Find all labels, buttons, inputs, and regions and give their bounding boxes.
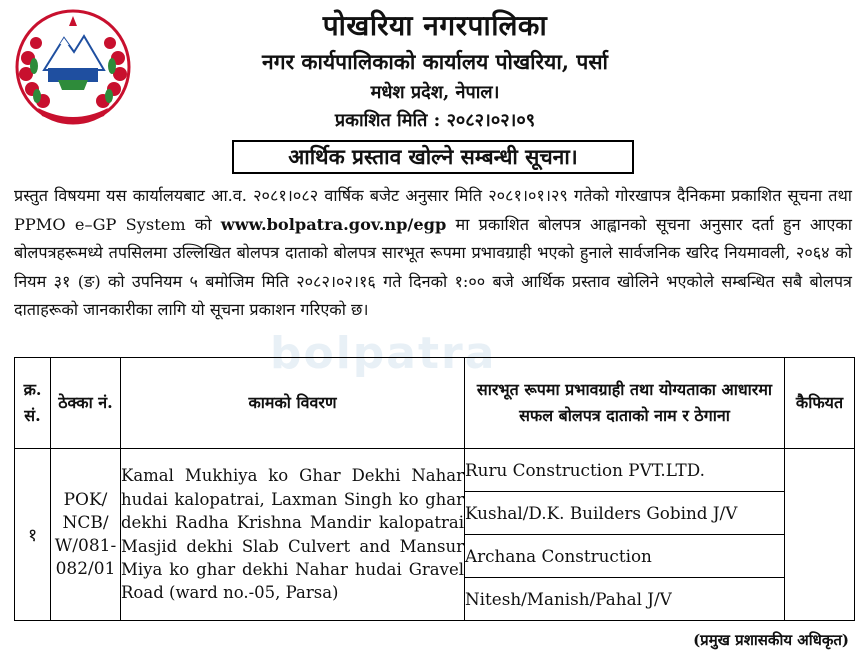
body-part-2: मा प्रकाशित बोलपत्र आह्वानको सूचना अनुसार दर्ता हुन आएका बोलपत्रहरूमध्ये तपसिलमा उल्लिखित बोलपत्र दाताको बोलपत्र सारभूत रूपमा प्रभावग्राही भएको हुनाले सार्वजनिक खरिद नियमावली, २०६४ को नियम ३१ (ङ) को उपनियम ५ बमोजिम मिति २०८२।०२।१६ गते दिनको १:०० बजे आर्थिक प्रस्ताव खोलिने भएकोले सम्बन्धित सबै बोलपत्र दाताहरूको जानकारीका लागि यो सूचना प्रकाशन गरिएको छ।	[14, 214, 852, 320]
signoff: (प्रमुख प्रशासकीय अधिकृत)	[693, 631, 849, 649]
bidders-table	[14, 357, 855, 621]
table-header-row	[15, 358, 855, 449]
bidder-name: Kushal/D.K. Builders Gobind J/V	[465, 492, 785, 535]
egp-url: www.bolpatra.gov.np/egp	[220, 214, 447, 234]
bidder-name: Ruru Construction PVT.LTD.	[465, 449, 785, 492]
row-contract-no: POK/ NCB/ W/081- 082/01	[51, 449, 121, 621]
published-date: प्रकाशित मिति : २०८२।०२।०९	[334, 110, 536, 131]
bidder-name: Archana Construction	[465, 535, 785, 578]
notice-body	[14, 182, 852, 325]
location: मधेश प्रदेश, नेपाल।	[370, 82, 500, 103]
row-sn: १	[15, 449, 51, 621]
table-row	[15, 449, 855, 492]
header-bidders: सारभूत रूपमा प्रभावग्राही तथा योग्यताका आधारमा सफल बोलपत्र दाताको नाम र ठेगाना	[465, 358, 785, 449]
row-remarks	[785, 449, 855, 621]
header-contract-no: ठेक्का नं.	[51, 358, 121, 449]
municipality-emblem-icon	[14, 8, 132, 126]
office-name: नगर कार्यपालिकाको कार्यालय पोखरिया, पर्सा	[262, 49, 608, 74]
header-remarks: कैफियत	[785, 358, 855, 449]
org-name: पोखरिया नगरपालिका	[322, 9, 548, 42]
row-description: Kamal Mukhiya ko Ghar Dekhi Nahar hudai kalopatrai, Laxman Singh ko ghar dekhi Radha Krishna Mandir kalopatrai Masjid dekhi Slab Culvert and Mansur Miya ko ghar dekhi Nahar hudai Gravel Road (ward no.-05, Parsa)	[121, 449, 465, 621]
header-description: कामको विवरण	[121, 358, 465, 449]
notice-title: आर्थिक प्रस्ताव खोल्ने सम्बन्धी सूचना।	[232, 140, 634, 174]
header-sn: क्र. सं.	[15, 358, 51, 449]
bidder-name: Nitesh/Manish/Pahal J/V	[465, 578, 785, 621]
watermark: bolpatra	[270, 328, 497, 379]
body-part-1: प्रस्तुत विषयमा यस कार्यालयबाट आ.व. २०८१।०८२ वार्षिक बजेट अनुसार मिति २०८१।०१।२९ गतेको गोरखापत्र दैनिकमा प्रकाशित सूचना तथा PPMO e–GP System को	[14, 186, 852, 234]
